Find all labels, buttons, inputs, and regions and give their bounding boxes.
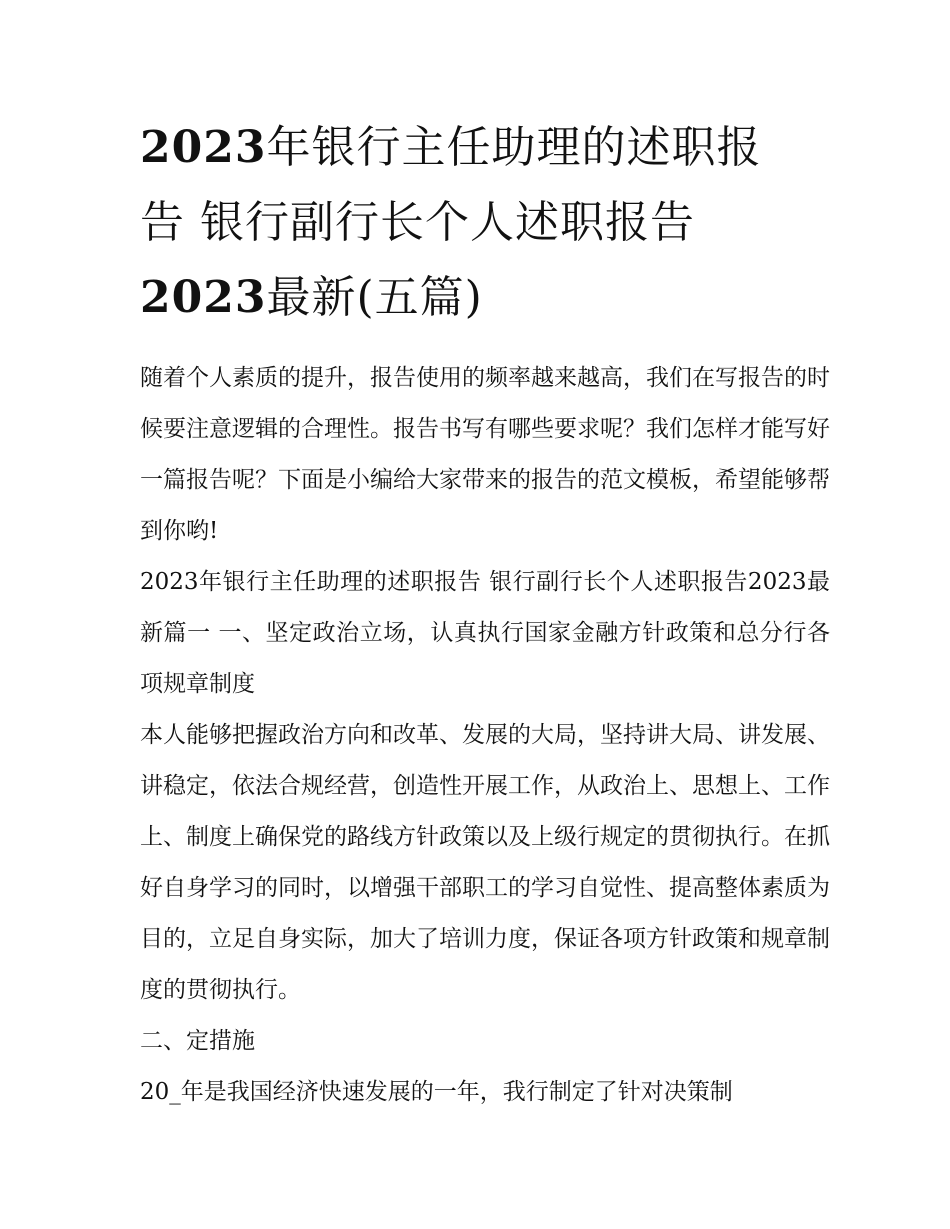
section-heading-2: 二、定措施 — [140, 1028, 255, 1054]
intro-paragraph: 随着个人素质的提升，报告使用的频率越来越高，我们在写报告的时候要注意逻辑的合理性。报告书写有哪些要求呢？我们怎样才能写好一篇报告呢？下面是小编给大家带来的报告的范文模板，希望能够帮到你哟! — [140, 365, 830, 544]
document-body — [140, 353, 830, 1118]
title-line-2: 告 银行副行长个人述职报告 — [140, 197, 695, 248]
section-heading-1: 2023年银行主任助理的述职报告 银行副行长个人述职报告2023最新篇一 一、坚定政治立场，认真执行国家金融方针政策和总分行各项规章制度 — [140, 569, 830, 697]
title-year: 2023 — [140, 272, 267, 323]
body-paragraph: 本人能够把握政治方向和改革、发展的大局，坚持讲大局、讲发展、讲稳定，依法合规经营，创造性开展工作，从政治上、思想上、工作上、制度上确保党的路线方针政策以及上级行规定的贯彻执行。在抓好自身学习的同时，以增强干部职工的学习自觉性、提高整体素质为目的，立足自身实际，加大了培训力度，保证各项方针政策和规章制度的贯彻执行。 — [140, 722, 830, 1003]
title-line-3: 2023最新(五篇) — [140, 272, 483, 323]
title-line-1: 2023年银行主任助理的述职报 — [140, 122, 762, 173]
body-paragraph: 20_年是我国经济快速发展的一年，我行制定了针对决策制 — [140, 1079, 733, 1105]
title-year: 2023 — [140, 122, 267, 173]
document-title — [140, 110, 830, 335]
document-page — [140, 110, 830, 1118]
